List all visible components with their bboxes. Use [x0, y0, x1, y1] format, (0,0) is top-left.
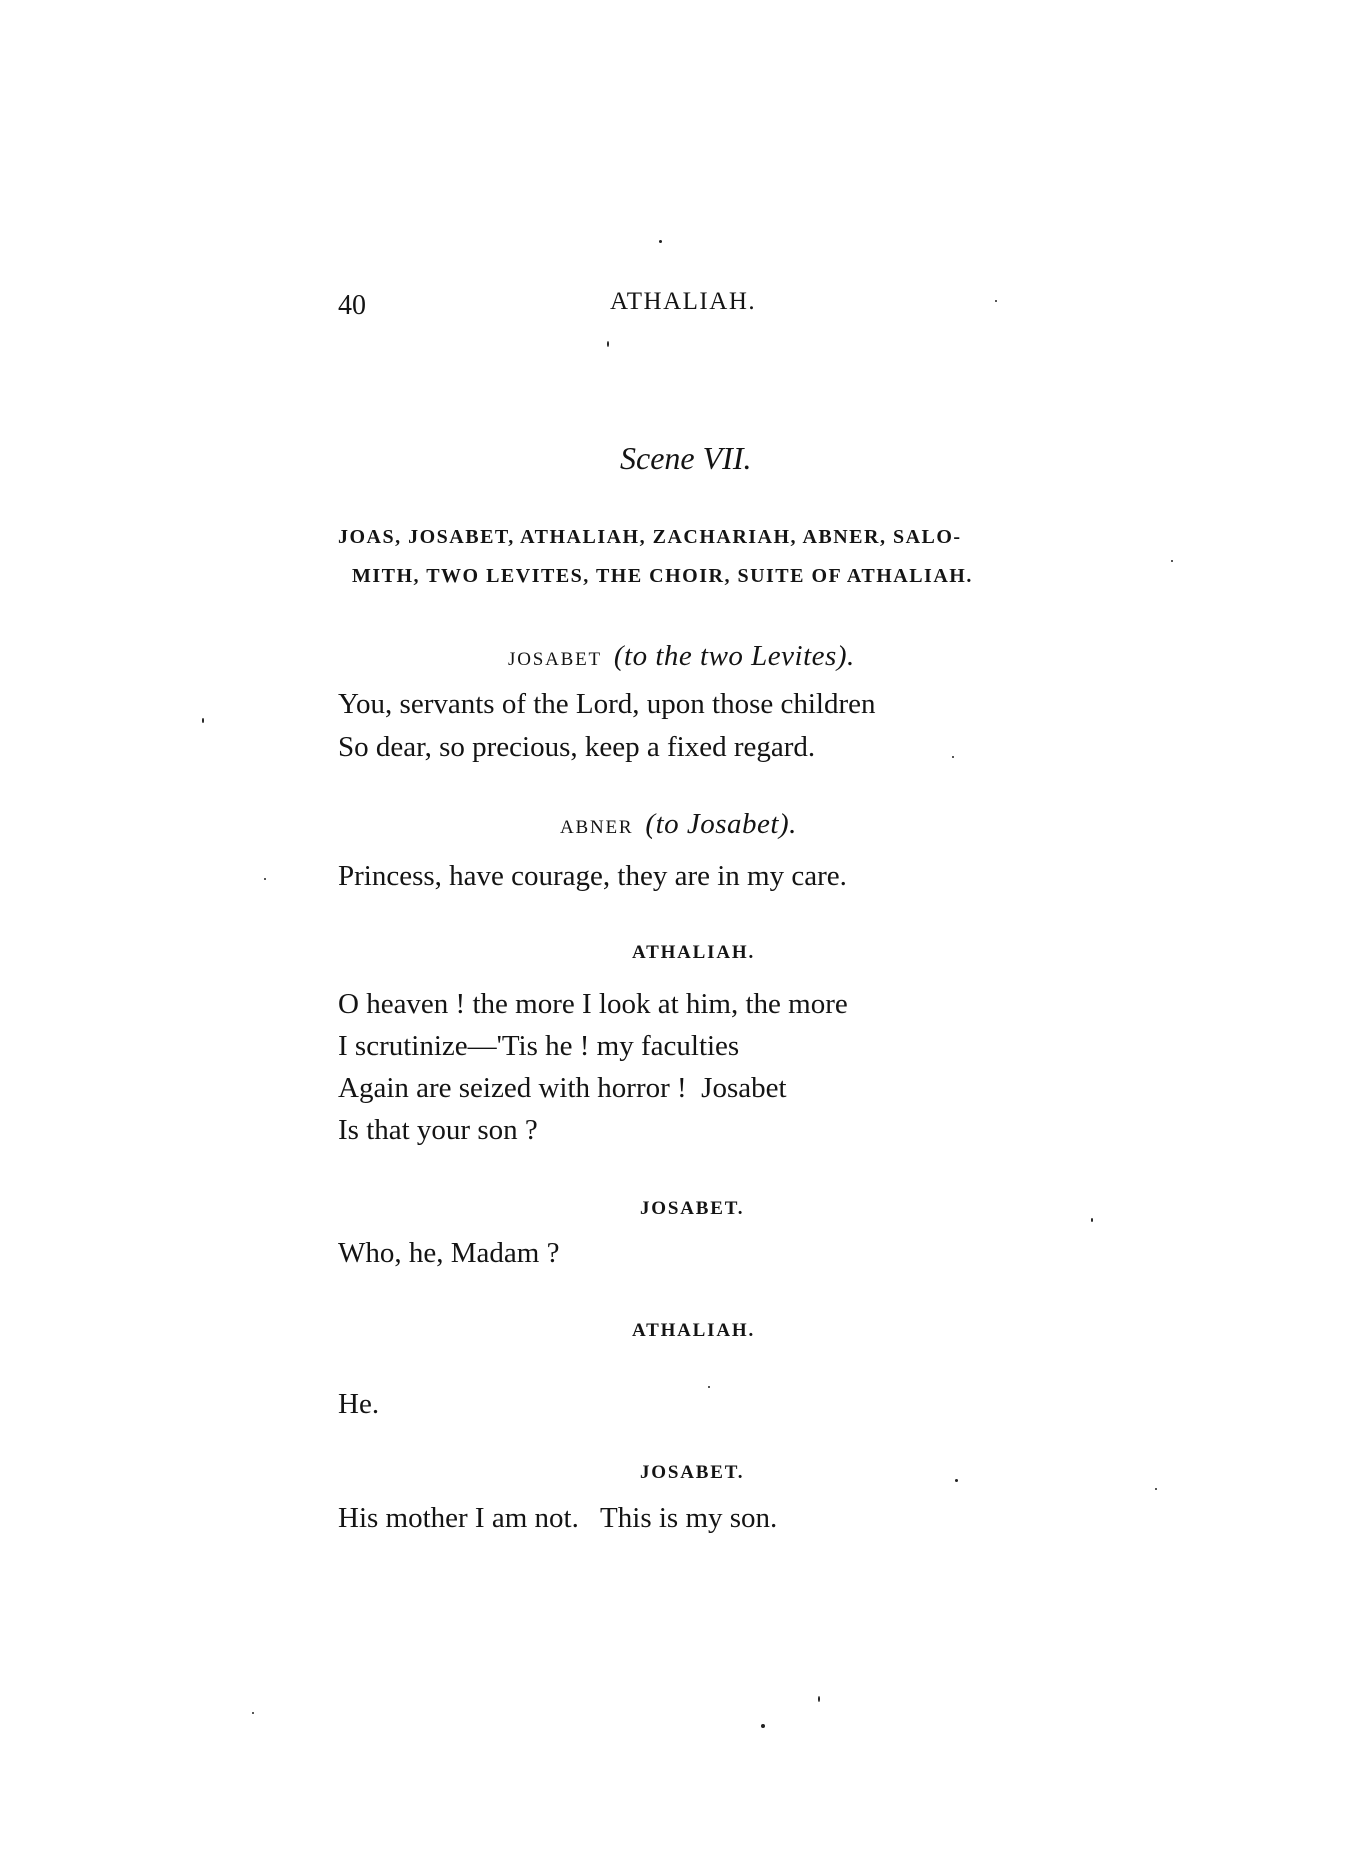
scan-speck [955, 1479, 958, 1482]
scan-speck [607, 341, 609, 347]
scan-speck [202, 718, 204, 723]
speaker-heading [560, 808, 797, 841]
scan-speck [659, 240, 662, 243]
scan-speck [761, 1724, 765, 1728]
scan-speck [995, 300, 997, 302]
scan-speck [952, 756, 954, 758]
speaker-heading [508, 640, 855, 673]
dramatis-personae-line: JOAS, JOSABET, ATHALIAH, ZACHARIAH, ABNER, SALO- [338, 526, 962, 548]
scan-speck [264, 878, 266, 880]
speaker-name: ABNER [560, 817, 634, 838]
verse-line: So dear, so precious, keep a fixed regard. [338, 731, 816, 763]
page-number: 40 [338, 290, 366, 321]
speaker-name: ATHALIAH. [632, 1320, 756, 1341]
speaker-name: JOSABET. [640, 1462, 745, 1483]
scan-speck [1171, 560, 1173, 562]
scan-speck [708, 1386, 710, 1388]
verse-line: Who, he, Madam ? [338, 1237, 560, 1269]
scan-speck [818, 1696, 820, 1702]
verse-line: O heaven ! the more I look at him, the more [338, 988, 848, 1020]
dramatis-personae-line: MITH, TWO LEVITES, THE CHOIR, SUITE OF ATHALIAH. [352, 565, 973, 587]
speaker-name: JOSABET. [640, 1198, 745, 1219]
scan-speck [1091, 1218, 1093, 1222]
stage-direction: (to Josabet). [645, 808, 797, 840]
speaker-name: ATHALIAH. [632, 942, 756, 963]
speaker-name: JOSABET [508, 649, 602, 670]
verse-line: Princess, have courage, they are in my care. [338, 860, 847, 892]
stage-direction: (to the two Levites). [613, 640, 855, 672]
verse-line: Is that your son ? [338, 1114, 538, 1146]
scan-speck [1155, 1488, 1157, 1490]
verse-line: Again are seized with horror ! Josabet [338, 1072, 787, 1104]
scene-title: Scene VII. [620, 440, 752, 476]
scan-speck [252, 1712, 254, 1714]
verse-line: I scrutinize—'Tis he ! my faculties [338, 1030, 740, 1062]
verse-line: His mother I am not. This is my son. [338, 1502, 778, 1534]
verse-line: You, servants of the Lord, upon those children [338, 688, 876, 720]
verse-line: He. [338, 1388, 380, 1420]
running-title: ATHALIAH. [610, 288, 757, 315]
